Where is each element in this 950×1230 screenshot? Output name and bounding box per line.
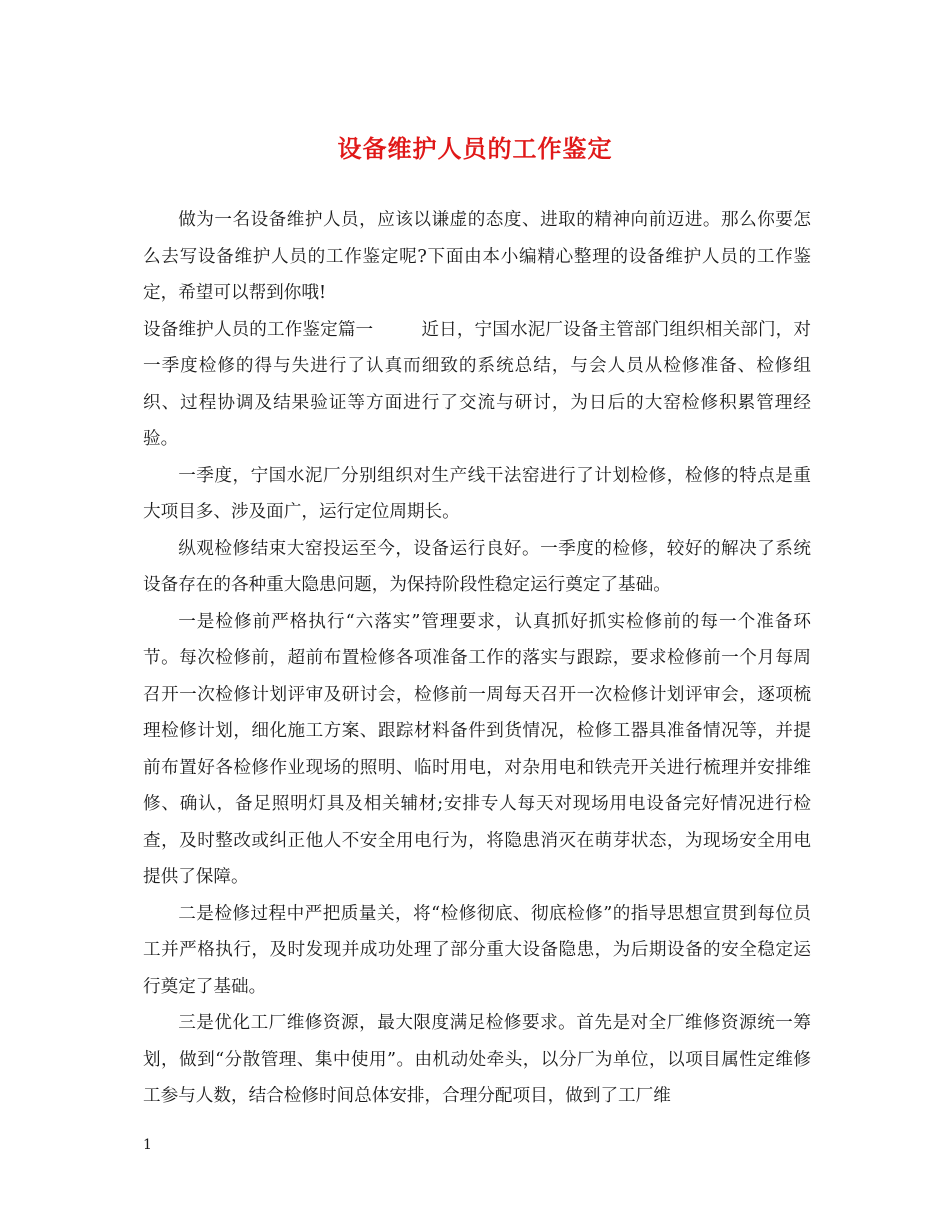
section-first-text: 近日，宁国水泥厂设备主管部门组织相关部门，对一季度检修的得与失进行了认真而细致的系统总结，与会人员从检修准备、检修组织、过程协调及结果验证等方面进行了交流与研讨，为日后的大窑检修积累管理经验。	[143, 319, 811, 449]
body-paragraph-1: 一季度，宁国水泥厂分别组织对生产线干法窑进行了计划检修，检修的特点是重大项目多、涉及面广，运行定位周期长。	[143, 465, 811, 522]
body-paragraph-5: 三是优化工厂维修资源，最大限度满足检修要求。首先是对全厂维修资源统一筹划，做到“分散管理、集中使用”。由机动处牵头，以分厂为单位，以项目属性定维修工参与人数，结合检修时间总体安排，合理分配项目，做到了工厂维	[143, 1013, 811, 1106]
body-paragraph-3: 一是检修前严格执行“六落实”管理要求，认真抓好抓实检修前的每一个准备环节。每次检修前，超前布置检修各项准备工作的落实与跟踪，要求检修前一个月每周召开一次检修计划评审及研讨会，检修前一周每天召开一次检修计划评审会，逐项梳理检修计划，细化施工方案、跟踪材料备件到货情况，检修工器具准备情况等，并提前布置好各检修作业现场的照明、临时用电，对杂用电和铁壳开关进行梳理并安排维修、确认，备足照明灯具及相关辅材;安排专人每天对现场用电设备完好情况进行检查，及时整改或纠正他人不安全用电行为，将隐患消灭在萌芽状态，为现场安全用电提供了保障。	[143, 611, 811, 887]
body-paragraph-4: 二是检修过程中严把质量关，将“检修彻底、彻底检修”的指导思想宣贯到每位员工并严格执行，及时发现并成功处理了部分重大设备隐患，为后期设备的安全稳定运行奠定了基础。	[143, 903, 811, 997]
page-number: 1	[143, 1137, 152, 1153]
section-heading: 设备维护人员的工作鉴定篇一	[143, 319, 374, 340]
document-body	[143, 202, 811, 1115]
section-paragraph	[143, 312, 811, 458]
document-title: 设备维护人员的工作鉴定	[337, 134, 613, 163]
body-paragraph-2: 纵观检修结束大窑投运至今，设备运行良好。一季度的检修，较好的解决了系统设备存在的各种重大隐患问题，为保持阶段性稳定运行奠定了基础。	[143, 538, 811, 595]
intro-paragraph: 做为一名设备维护人员，应该以谦虚的态度、进取的精神向前迈进。那么你要怎么去写设备维护人员的工作鉴定呢?下面由本小编精心整理的设备维护人员的工作鉴定，希望可以帮到你哦!	[143, 210, 811, 303]
